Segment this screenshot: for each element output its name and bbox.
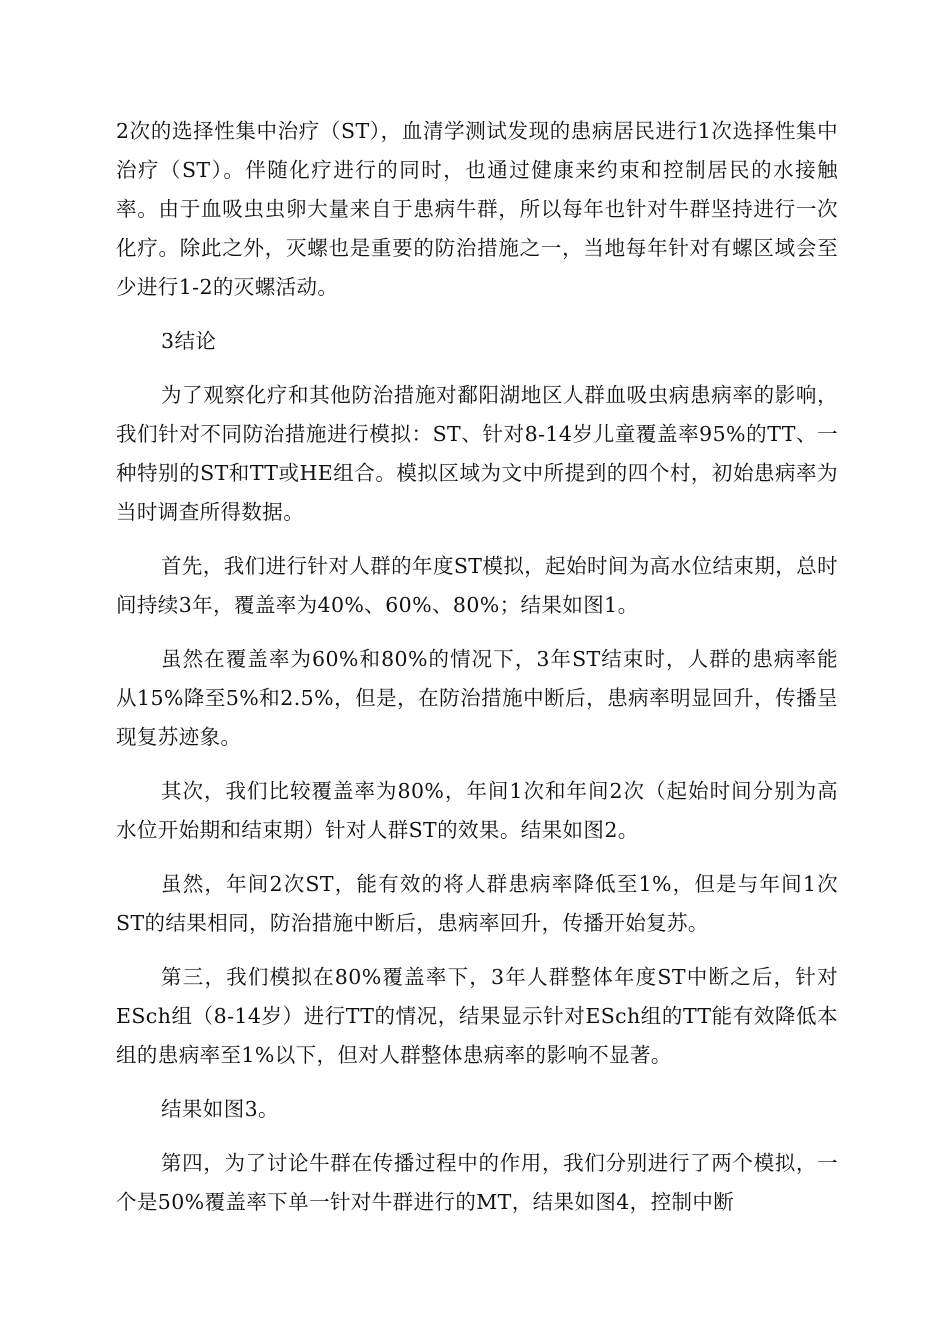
section-heading-conclusion: 3结论 — [161, 329, 217, 353]
paragraph-simulation-intro: 为了观察化疗和其他防治措施对鄱阳湖地区人群血吸虫病患病率的影响，我们针对不同防治措施进行模拟：ST、针对8-14岁儿童覆盖率95%的TT、一种特别的ST和TT或HE组合。模拟区域为文中所提到的四个村，初始患病率为当时调查所得数据。 — [116, 383, 838, 524]
paragraph-continuation: 2次的选择性集中治疗（ST），血清学测试发现的患病居民进行1次选择性集中治疗（ST）。伴随化疗进行的同时，也通过健康来约束和控制居民的水接触率。由于血吸虫虫卵大量来自于患病牛群，所以每年也针对牛群坚持进行一次化疗。除此之外，灭螺也是重要的防治措施之一，当地每年针对有螺区域会至少进行1-2的灭螺活动。 — [116, 119, 838, 299]
paragraph-figure3-ref: 结果如图3。 — [161, 1097, 279, 1121]
paragraph-first-result: 虽然在覆盖率为60%和80%的情况下，3年ST结束时，人群的患病率能从15%降至5%和2.5%，但是，在防治措施中断后，患病率明显回升，传播呈现复苏迹象。 — [116, 647, 838, 749]
document-body — [116, 112, 838, 1237]
paragraph-fourth-cattle: 第四，为了讨论牛群在传播过程中的作用，我们分别进行了两个模拟，一个是50%覆盖率下单一针对牛群进行的MT，结果如图4，控制中断 — [116, 1151, 838, 1214]
paragraph-second-result: 虽然，年间2次ST，能有效的将人群患病率降低至1%，但是与年间1次ST的结果相同，防治措施中断后，患病率回升，传播开始复苏。 — [116, 872, 838, 935]
paragraph-third-tt: 第三，我们模拟在80%覆盖率下，3年人群整体年度ST中断之后，针对ESch组（8-14岁）进行TT的情况，结果显示针对ESch组的TT能有效降低本组的患病率至1%以下，但对人群整体患病率的影响不显著。 — [116, 965, 838, 1067]
paragraph-first-annual-st: 首先，我们进行针对人群的年度ST模拟，起始时间为高水位结束期，总时间持续3年，覆盖率为40%、60%、80%；结果如图1。 — [116, 554, 838, 617]
paragraph-second-comparison: 其次，我们比较覆盖率为80%，年间1次和年间2次（起始时间分别为高水位开始期和结束期）针对人群ST的效果。结果如图2。 — [116, 779, 838, 842]
